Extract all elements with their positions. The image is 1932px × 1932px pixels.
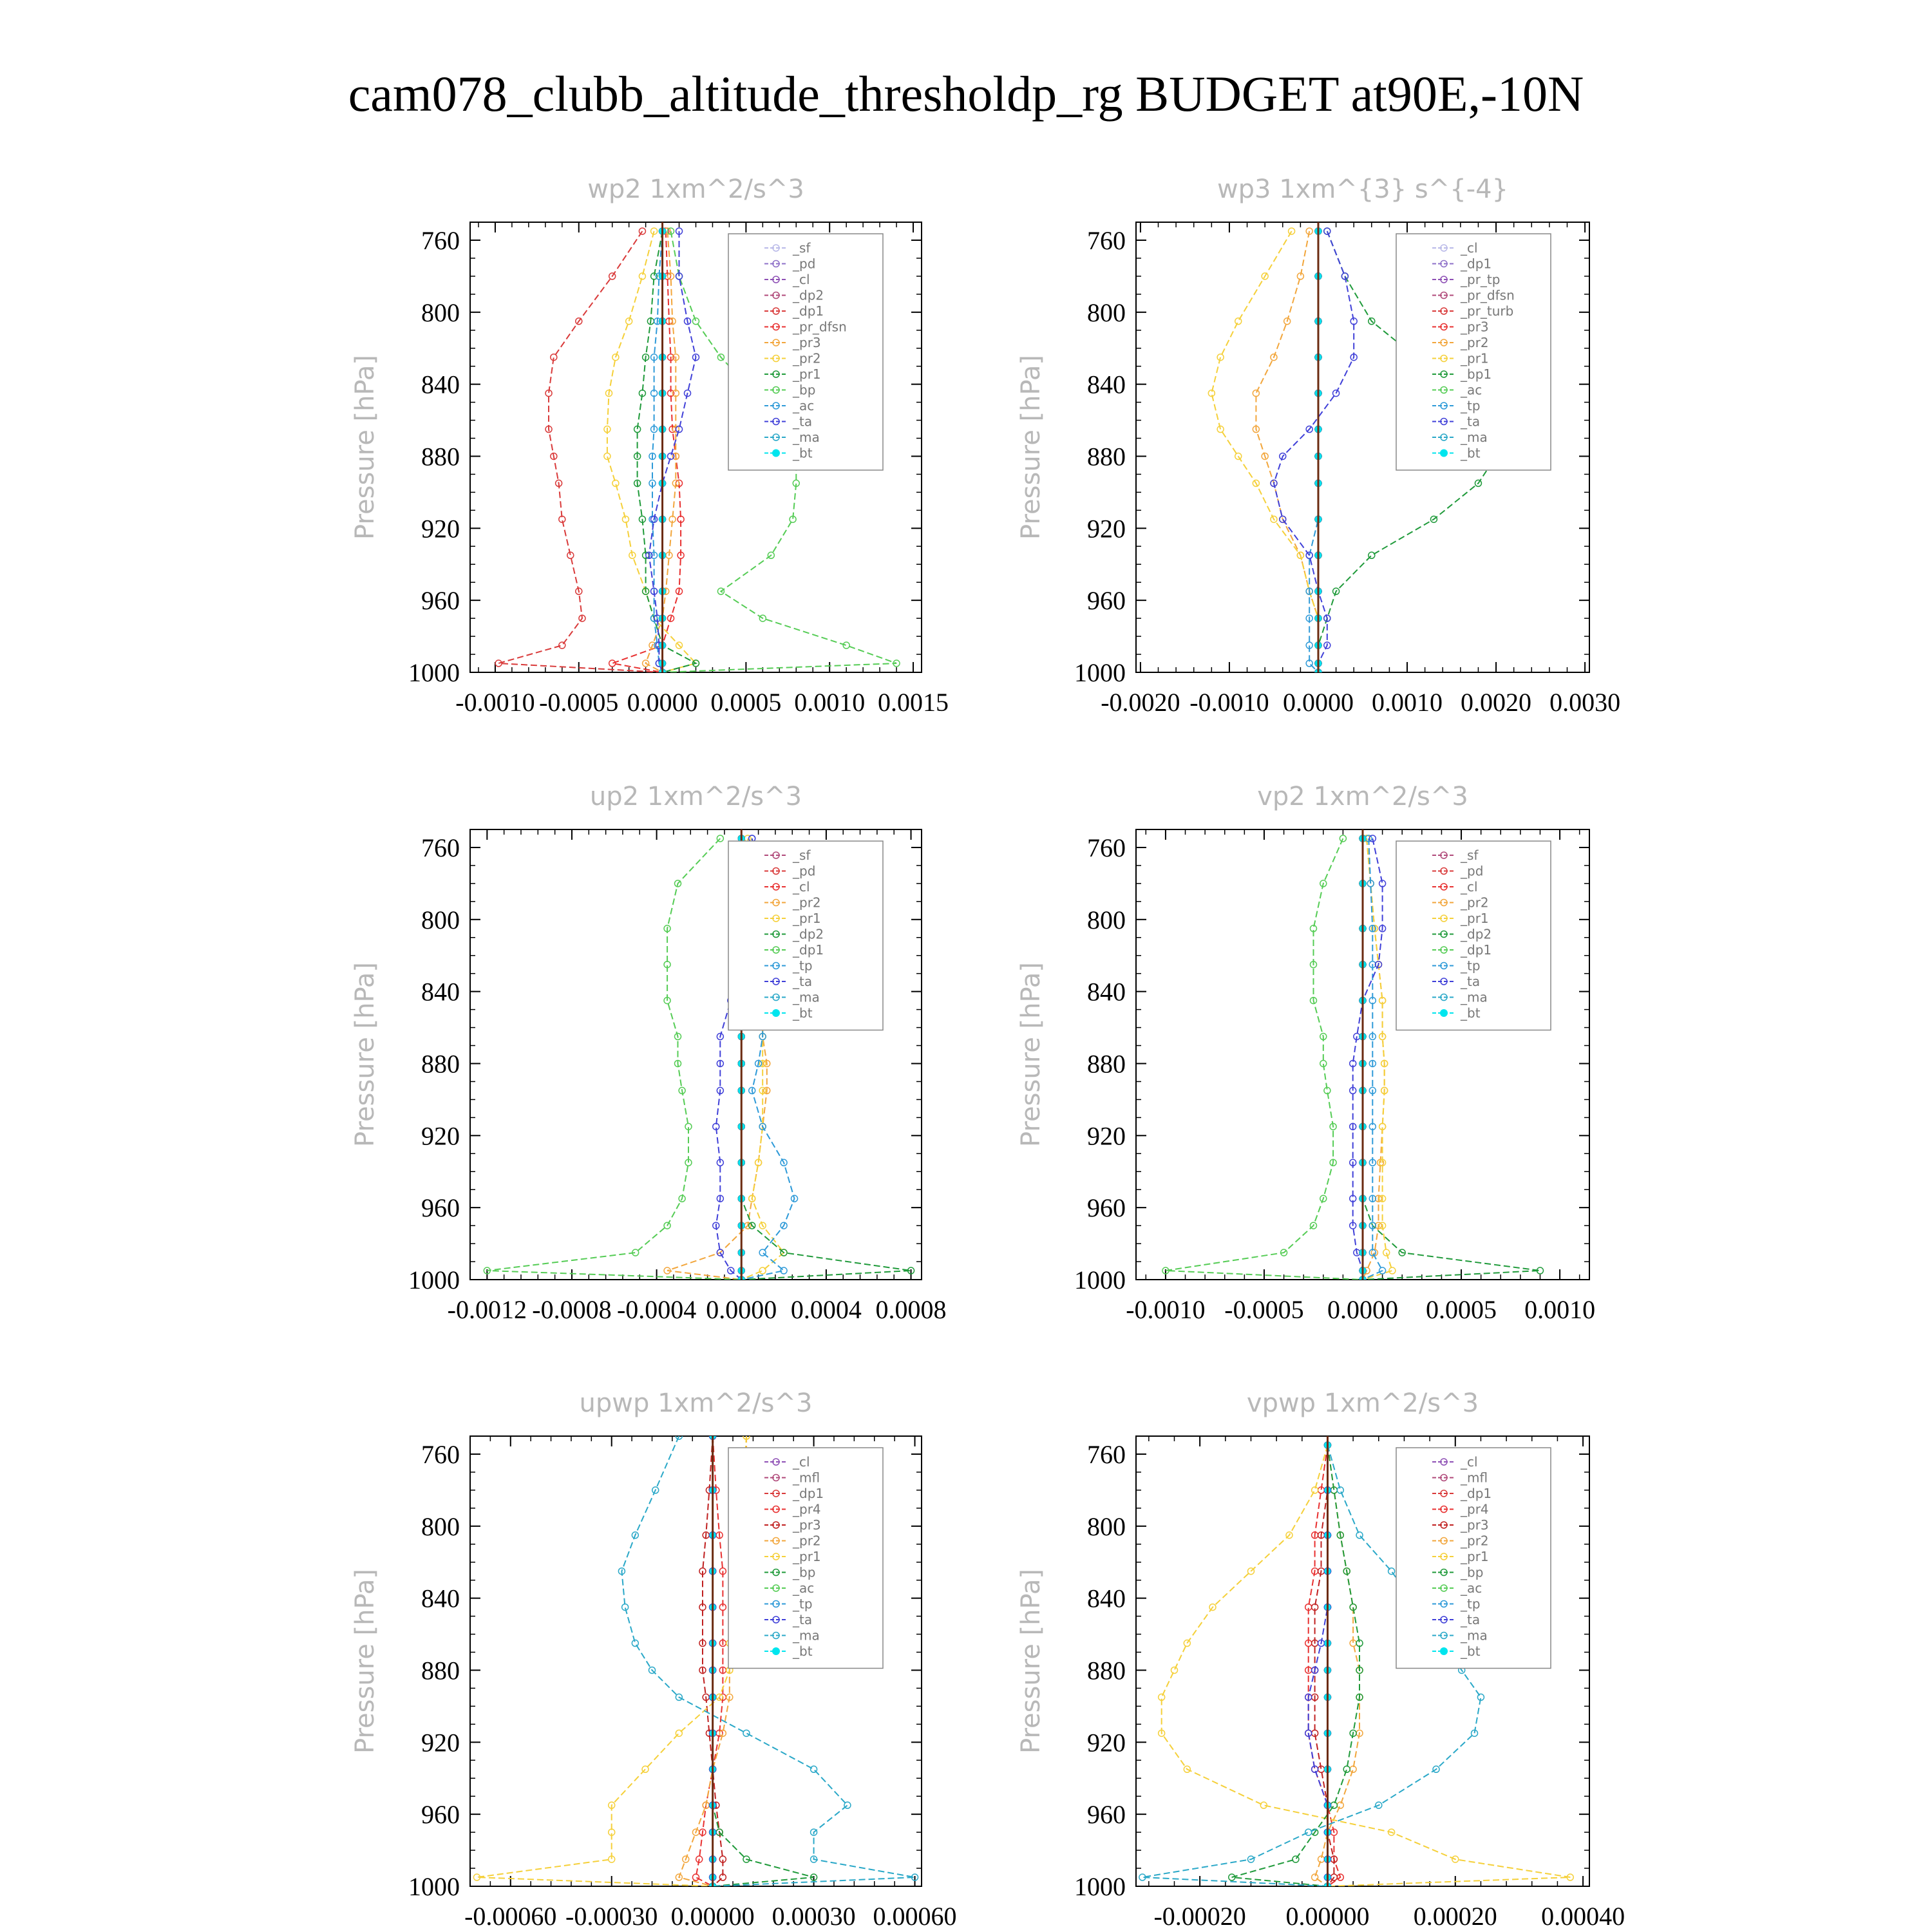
x-tick-label: 0.00020 (1413, 1902, 1497, 1931)
y-tick-label: 840 (421, 1584, 460, 1613)
legend-label-_mfl: _mfl (1461, 1470, 1488, 1486)
y-tick-label: 800 (1087, 905, 1126, 934)
legend-label-_pr1: _pr1 (793, 1549, 821, 1564)
legend-label-_dp1: _dp1 (793, 303, 824, 319)
series-line-_ta (1353, 838, 1383, 1280)
x-tick-label: 0.00000 (1285, 1902, 1370, 1931)
data-point-_pr1 (1171, 1667, 1177, 1673)
x-tick-label: -0.00030 (565, 1902, 658, 1931)
legend-label-_ta: _ta (1461, 974, 1481, 989)
y-tick-label: 840 (421, 370, 460, 399)
y-tick-label: 800 (1087, 1511, 1126, 1541)
data-point-_ma (743, 1730, 750, 1736)
legend-label-_pr2: _pr2 (793, 1533, 821, 1549)
legend-label-_cl: _cl (793, 1454, 810, 1470)
y-tick-label: 840 (1087, 370, 1126, 399)
series-line-_pr2 (1363, 838, 1385, 1280)
y-axis-label: Pressure [hPa] (1016, 962, 1046, 1147)
legend-label-_pd: _pd (793, 256, 816, 272)
series-line-_pr2 (1315, 1445, 1359, 1886)
series-line-_dp1 (1166, 838, 1363, 1280)
legend-label-_pr1: _pr1 (1461, 1549, 1489, 1564)
legend-label-_dp1: _dp1 (1461, 256, 1492, 272)
x-tick-label: -0.00060 (464, 1902, 557, 1931)
series-line-_pr1 (1211, 231, 1318, 672)
legend-marker-_bt (772, 450, 780, 457)
panel-title: vp2 1xm^2/s^3 (1257, 782, 1468, 811)
x-tick-label: 0.0020 (1461, 688, 1532, 717)
x-tick-label: -0.0012 (447, 1295, 527, 1324)
data-point-_bp (843, 642, 849, 649)
x-tick-label: -0.0010 (455, 688, 535, 717)
y-tick-label: 880 (421, 442, 460, 471)
legend-label-_ma: _ma (793, 989, 820, 1005)
series-line-_pr1 (477, 1436, 747, 1886)
y-tick-label: 960 (421, 586, 460, 616)
data-point-_pr2 (1337, 1802, 1343, 1808)
legend-marker-_bt (772, 1647, 780, 1655)
legend-label-_bp: _bp (793, 382, 816, 398)
legend-label-_ac: _ac (1461, 382, 1482, 398)
panel-title: upwp 1xm^2/s^3 (579, 1388, 813, 1418)
legend-label-_bp1: _bp1 (1461, 366, 1492, 382)
series-line-_pr1 (1363, 838, 1392, 1280)
chart-panel-1 (350, 175, 949, 717)
legend-label-_pr3: _pr3 (793, 1517, 821, 1533)
legend-label-_cl: _cl (1461, 879, 1478, 895)
legend-label-_sf: _sf (1461, 848, 1479, 863)
y-tick-label: 760 (421, 225, 460, 255)
panel-title: up2 1xm^2/s^3 (589, 782, 802, 811)
x-tick-label: 0.0008 (875, 1295, 947, 1324)
data-point-_bp (1331, 1802, 1337, 1808)
legend-label-_cl: _cl (1461, 240, 1478, 256)
legend-marker-_bt (1440, 1009, 1448, 1017)
legend-label-_ta: _ta (793, 413, 813, 430)
data-point-_dp1 (1340, 835, 1346, 842)
legend-label-_bt: _bt (793, 1005, 813, 1021)
y-tick-label: 1000 (408, 1265, 460, 1294)
y-tick-label: 880 (421, 1049, 460, 1079)
legend-label-_pr_turb: _pr_turb (1461, 303, 1514, 319)
x-tick-label: 0.0000 (1327, 1295, 1398, 1324)
series-line-_pr4 (696, 1436, 723, 1886)
legend-label-_mfl: _mfl (793, 1470, 820, 1486)
legend-label-_pd: _pd (1461, 863, 1484, 879)
y-tick-label: 840 (1087, 1584, 1126, 1613)
x-tick-label: -0.0004 (616, 1295, 697, 1324)
y-tick-label: 960 (1087, 586, 1126, 616)
legend-label-_bp: _bp (1461, 1564, 1484, 1580)
y-tick-label: 760 (1087, 225, 1126, 255)
y-tick-label: 920 (421, 1121, 460, 1151)
legend-label-_ac: _ac (1461, 1580, 1482, 1596)
legend-label-_dp2: _dp2 (793, 926, 824, 942)
x-tick-label: 0.0015 (878, 688, 949, 717)
legend-label-_pr1: _pr1 (1461, 350, 1489, 366)
legend-label-_pr_dfsn: _pr_dfsn (793, 319, 847, 335)
data-point-_ma (1305, 1829, 1312, 1835)
y-tick-label: 880 (421, 1656, 460, 1685)
legend-label-_dp1: _dp1 (1461, 942, 1492, 958)
chart-panel-3 (350, 782, 947, 1324)
legend-label-_ma: _ma (793, 1627, 820, 1643)
x-tick-label: -0.0020 (1101, 688, 1180, 717)
data-point-_pr1 (676, 1730, 682, 1736)
legend-label-_tp: _tp (793, 1596, 813, 1612)
data-point-_pr_dfsn (609, 660, 616, 667)
legend-label-_ma: _ma (1461, 430, 1488, 445)
legend-label-_tp: _tp (1461, 958, 1481, 974)
x-tick-label: -0.0005 (539, 688, 619, 717)
legend-label-_cl: _cl (793, 879, 810, 895)
y-axis-label: Pressure [hPa] (350, 355, 380, 540)
y-tick-label: 880 (1087, 1656, 1126, 1685)
legend-label-_pr4: _pr4 (1461, 1501, 1489, 1517)
chart-panel-4 (1016, 782, 1595, 1324)
legend-label-_dp1: _dp1 (793, 942, 824, 958)
data-point-_pr2 (1312, 1874, 1318, 1880)
y-tick-label: 920 (1087, 1121, 1126, 1151)
legend-label-_pr2: _pr2 (793, 895, 821, 911)
legend-label-_bt: _bt (1461, 445, 1481, 461)
legend-label-_bt: _bt (1461, 1643, 1481, 1659)
y-axis-label: Pressure [hPa] (350, 962, 380, 1147)
legend-label-_dp2: _dp2 (793, 287, 824, 303)
y-axis-label: Pressure [hPa] (350, 1569, 380, 1754)
legend-label-_tp: _tp (793, 958, 813, 974)
y-tick-label: 960 (1087, 1800, 1126, 1830)
legend-label-_pr1: _pr1 (793, 911, 821, 926)
y-tick-label: 960 (421, 1193, 460, 1223)
y-tick-label: 800 (421, 1511, 460, 1541)
data-point-_tp (759, 1249, 766, 1256)
x-tick-label: 0.0005 (710, 688, 782, 717)
x-tick-label: 0.0000 (706, 1295, 777, 1324)
data-point-_pr2 (604, 453, 611, 459)
y-tick-label: 1000 (1074, 658, 1126, 687)
data-point-_ma (811, 1766, 817, 1772)
series-line-_dp1 (487, 838, 741, 1280)
series-line-_ta (649, 231, 696, 672)
x-tick-label: 0.0010 (1372, 688, 1443, 717)
data-point-_ta (1324, 228, 1331, 234)
x-tick-label: 0.0010 (1524, 1295, 1596, 1324)
data-point-_bp1 (1368, 552, 1375, 558)
x-tick-label: -0.0010 (1189, 688, 1269, 717)
figure-title: cam078_clubb_altitude_thresholdp_rg BUDGET at90E,-10N (348, 66, 1584, 122)
legend-label-_bp: _bp (793, 1564, 816, 1580)
legend-label-_ma: _ma (793, 430, 820, 445)
legend-label-_pr3: _pr3 (1461, 319, 1489, 335)
x-tick-label: -0.0010 (1126, 1295, 1206, 1324)
legend-label-_pr2: _pr2 (1461, 1533, 1489, 1549)
legend-label-_bt: _bt (793, 1643, 813, 1659)
legend-marker-_bt (1440, 1647, 1448, 1655)
x-tick-label: 0.0010 (794, 688, 866, 717)
y-tick-label: 760 (421, 833, 460, 862)
y-tick-label: 920 (1087, 1728, 1126, 1757)
y-tick-label: 1000 (1074, 1872, 1126, 1901)
legend-label-_ta: _ta (793, 974, 813, 989)
legend-label-_ta: _ta (1461, 1612, 1481, 1627)
series-line-_tp (1363, 838, 1383, 1280)
x-tick-label: 0.00000 (670, 1902, 755, 1931)
legend-label-_pr2: _pr2 (793, 350, 821, 366)
legend-label-_pr3: _pr3 (1461, 1517, 1489, 1533)
x-tick-label: -0.0005 (1224, 1295, 1304, 1324)
y-tick-label: 760 (1087, 833, 1126, 862)
chart-panel-6 (1016, 1388, 1625, 1931)
legend-label-_pr3: _pr3 (793, 335, 821, 350)
y-tick-label: 960 (1087, 1193, 1126, 1223)
data-point-_pr1 (1289, 228, 1295, 234)
legend-label-_ac: _ac (793, 398, 815, 413)
legend-label-_ma: _ma (1461, 1627, 1488, 1643)
legend-label-_dp1: _dp1 (793, 1486, 824, 1501)
y-tick-label: 920 (1087, 514, 1126, 544)
y-tick-label: 760 (421, 1439, 460, 1469)
y-tick-label: 840 (421, 977, 460, 1007)
legend-label-_pr1: _pr1 (793, 366, 821, 382)
y-axis-label: Pressure [hPa] (1016, 1569, 1046, 1754)
data-point-_bp (1343, 1766, 1350, 1772)
legend-label-_pr1: _pr1 (1461, 911, 1489, 926)
x-tick-label: 0.0005 (1426, 1295, 1497, 1324)
y-tick-label: 800 (421, 905, 460, 934)
y-tick-label: 1000 (1074, 1265, 1126, 1294)
panel-title: wp3 1xm^{3} s^{-4} (1217, 175, 1509, 204)
chart-panel-5 (350, 1388, 957, 1931)
legend-label-_pr_tp: _pr_tp (1461, 272, 1501, 287)
series-line-_ta (1309, 1445, 1328, 1886)
y-tick-label: 800 (421, 298, 460, 327)
series-line-_ac (652, 231, 663, 672)
legend-label-_dp1: _dp1 (1461, 1486, 1492, 1501)
chart-panel-2 (1016, 175, 1620, 717)
x-tick-label: 0.0004 (790, 1295, 862, 1324)
y-axis-label: Pressure [hPa] (1016, 355, 1046, 540)
y-tick-label: 960 (421, 1800, 460, 1830)
legend-label-_tp: _tp (1461, 398, 1481, 413)
y-tick-label: 1000 (408, 1872, 460, 1901)
legend-label-_sf: _sf (793, 848, 811, 863)
legend-label-_ta: _ta (793, 1612, 813, 1627)
panel-title: wp2 1xm^2/s^3 (587, 175, 804, 204)
y-tick-label: 880 (1087, 442, 1126, 471)
panels-group (350, 175, 1625, 1931)
x-tick-label: 0.00040 (1541, 1902, 1625, 1931)
legend-label-_pr2: _pr2 (1461, 895, 1489, 911)
x-tick-label: 0.00060 (873, 1902, 957, 1931)
y-tick-label: 920 (421, 1728, 460, 1757)
data-point-_ma (1388, 1568, 1395, 1575)
legend-label-_ma: _ma (1461, 989, 1488, 1005)
data-point-_pr4 (693, 1874, 699, 1880)
series-line-_pr_dfsn (612, 231, 681, 672)
x-tick-label: -0.0008 (532, 1295, 612, 1324)
legend-label-_pr4: _pr4 (793, 1501, 821, 1517)
data-point-_pr2 (1253, 390, 1259, 397)
y-tick-label: 840 (1087, 977, 1126, 1007)
data-point-_pr1 (1235, 318, 1242, 325)
legend-marker-_bt (772, 1009, 780, 1017)
x-tick-label: 0.0000 (627, 688, 698, 717)
data-point-_dp1 (717, 835, 723, 842)
legend-label-_ta: _ta (1461, 413, 1481, 430)
legend-label-_sf: _sf (793, 240, 811, 256)
legend-label-_dp2: _dp2 (1461, 926, 1492, 942)
y-tick-label: 1000 (408, 658, 460, 687)
legend-label-_pr_dfsn: _pr_dfsn (1461, 287, 1515, 303)
data-point-_pr1 (642, 1766, 649, 1772)
legend-label-_cl: _cl (1461, 1454, 1478, 1470)
legend-label-_pd: _pd (793, 863, 816, 879)
y-tick-label: 800 (1087, 298, 1126, 327)
legend-label-_ac: _ac (793, 1580, 815, 1596)
legend-label-_tp: _tp (1461, 1596, 1481, 1612)
data-point-_pr1 (759, 1267, 766, 1274)
series-line-_pr2 (607, 231, 696, 672)
data-point-_dp1 (639, 228, 645, 234)
legend-label-_cl: _cl (793, 272, 810, 287)
x-tick-label: 0.00030 (772, 1902, 856, 1931)
legend-label-_bt: _bt (1461, 1005, 1481, 1021)
panel-title: vpwp 1xm^2/s^3 (1246, 1388, 1479, 1418)
y-tick-label: 880 (1087, 1049, 1126, 1079)
data-point-_bp (1293, 1856, 1299, 1862)
legend-marker-_bt (1440, 450, 1448, 457)
data-point-_ma (1356, 1532, 1363, 1539)
data-point-_pr1 (1383, 1249, 1390, 1256)
x-tick-label: -0.00020 (1153, 1902, 1246, 1931)
x-tick-label: 0.0030 (1549, 688, 1621, 717)
y-tick-label: 760 (1087, 1439, 1126, 1469)
y-tick-label: 920 (421, 514, 460, 544)
data-point-_bp (693, 318, 699, 325)
legend-label-_pr2: _pr2 (1461, 335, 1489, 350)
legend-label-_bt: _bt (793, 445, 813, 461)
data-point-_ma (844, 1802, 851, 1808)
x-tick-label: 0.0000 (1282, 688, 1354, 717)
